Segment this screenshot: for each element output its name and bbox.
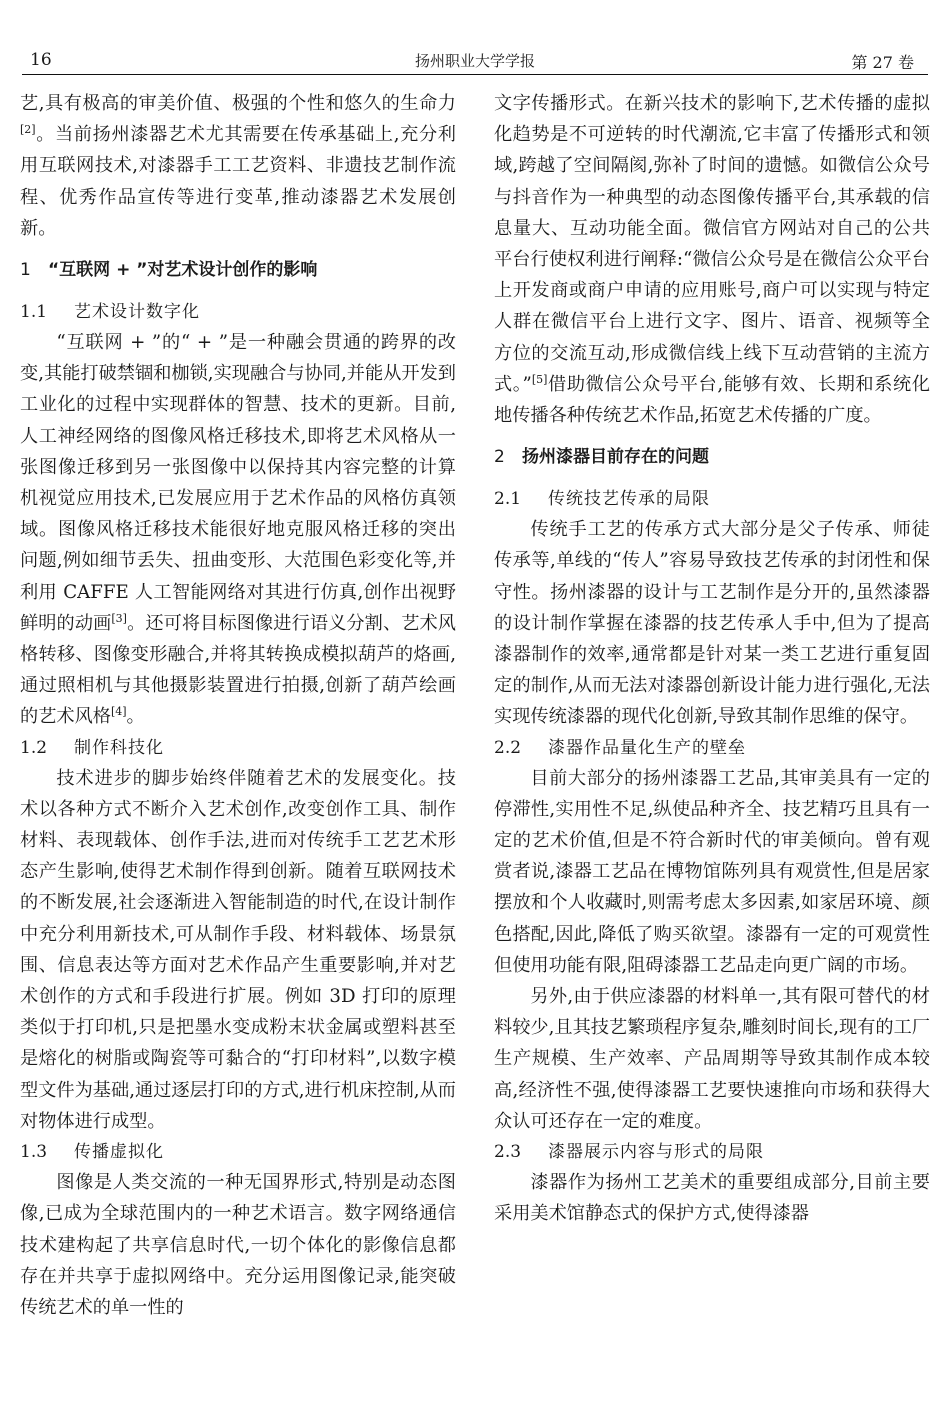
citation: [3] xyxy=(111,611,127,625)
subsection-heading-2-1: 2.1 传统技艺传承的局限 xyxy=(494,489,710,510)
subsection-heading-1-1: 1.1 艺术设计数字化 xyxy=(20,302,200,323)
section-heading-2: 2 扬州漆器目前存在的问题 xyxy=(494,447,709,468)
subsection-heading-1-3: 1.3 传播虚拟化 xyxy=(20,1142,164,1163)
journal-title: 扬州职业大学学报 xyxy=(414,52,535,70)
paragraph-1-2: 技术进步的脚步始终伴随着艺术的发展变化。技术以各种方式不断介入艺术创作,改变创作工具、制作材料、表现载体、创作手法,进而对传统手工艺艺术形态产生影响,使得艺术制作得到创新。随着互联网技术的不断发展,社会逐渐进入智能制造的时代,在设计制作中充分利用新技术,可从制作手段、材料载体、场景氛围、信息表达等方面对艺术作品产生重要影响,并对艺术创作的方式和手段进行扩展。例如 3D 打印的原理类似于打印机,只是把墨水变成粉末状金属或塑料甚至是熔化的树脂或陶瓷等可黏合的“打印材料”,以数字模型文件为基础,通过逐层打印的方式,进行机床控制,从而对物体进行成型。 xyxy=(20,767,456,1132)
paragraph-2-2a: 目前大部分的扬州漆器工艺品,其审美具有一定的停滞性,实用性不足,纵使品种齐全、技艺精巧且具有一定的艺术价值,但是不符合新时代的审美倾向。曾有观赏者说,漆器工艺品在博物馆陈列具有观赏性,但是居家摆放和个人收藏时,则需考虑太多因素,如家居环境、颜色搭配,因此,降低了购买欲望。漆器有一定的可观赏性但使用功能有限,阻碍漆器工艺品走向更广阔的市场。 xyxy=(494,767,930,976)
subsection-heading-2-3: 2.3 漆器展示内容与形式的局限 xyxy=(494,1142,764,1163)
running-header xyxy=(22,48,928,75)
intro-paragraph: 艺,具有极高的审美价值、极强的个性和悠久的生命力[2]。当前扬州漆器艺术尤其需要在传承基础上,充分利用互联网技术,对漆器手工工艺资料、非遗技艺制作流程、优秀作品宣传等进行变革,推动漆器艺术发展创新。 xyxy=(20,93,456,239)
paragraph-2-3: 漆器作为扬州工艺美术的重要组成部分,目前主要采用美术馆静态式的保护方式,使得漆器 xyxy=(494,1172,930,1225)
left-column xyxy=(20,88,456,1323)
subsection-heading-2-2: 2.2 漆器作品量化生产的壁垒 xyxy=(494,737,746,758)
paragraph-2-1: 传统手工艺的传承方式大部分是父子传承、师徒传承等,单线的“传人”容易导致技艺传承的封闭性和保守性。扬州漆器的设计与工艺制作是分开的,虽然漆器的设计制作掌握在漆器的技艺传承人手中,但为了提高漆器制作的效率,通常都是针对某一类工艺进行重复固定的制作,从而无法对漆器创新设计能力进行强化,无法实现传统漆器的现代化创新,导致其制作思维的保守。 xyxy=(494,519,930,728)
paragraph-1-3-continued: 文字传播形式。在新兴技术的影响下,艺术传播的虚拟化趋势是不可逆转的时代潮流,它丰富了传播形式和领域,跨越了空间隔阂,弥补了时间的遗憾。如微信公众号与抖音作为一种典型的动态图像传播平台,其承载的信息量大、互动功能全面。微信官方网站对自己的公共平台行使权利进行阐释:“微信公众号是在微信公众平台上开发商或商户申请的应用账号,商户可以实现与特定人群在微信平台上进行文字、图片、语音、视频等全方位的交流互动,形成微信线上线下互动营销的主流方式。”[5]借助微信公众号平台,能够有效、长期和系统化地传播各种传统艺术作品,拓宽艺术传播的广度。 xyxy=(494,93,930,427)
section-heading-1: 1 “互联网 + ”对艺术设计创作的影响 xyxy=(20,260,318,281)
page-number: 16 xyxy=(30,50,52,70)
volume-label: 第 27 卷 xyxy=(851,53,914,72)
right-column xyxy=(494,88,930,1230)
citation: [2] xyxy=(20,123,36,137)
citation: [4] xyxy=(110,705,127,719)
subsection-heading-1-2: 1.2 制作科技化 xyxy=(20,737,164,758)
paragraph-1-1: “互联网 + ”的“ + ”是一种融会贯通的跨界的改变,其能打破禁锢和枷锁,实现融合与协同,并能从开发到工业化的过程中实现群体的智慧、技术的更新。目前,人工神经网络的图像风格迁移技术,即将艺术风格从一张图像迁移到另一张图像中以保持其内容完整的计算机视觉应用技术,已发展应用于艺术作品的风格仿真领域。图像风格迁移技术能很好地克服风格迁移的突出问题,例如细节丢失、扭曲变形、大范围色彩变化等,并利用 CAFFE 人工智能网络对其进行仿真,创作出视野鲜明的动画[3]。还可将目标图像进行语义分割、艺术风格转移、图像变形融合,并将其转换成模拟葫芦的烙画,通过照相机与其他摄影装置进行拍摄,创新了葫芦绘画的艺术风格[4]。 xyxy=(20,332,456,728)
paragraph-2-2b: 另外,由于供应漆器的材料单一,其有限可替代的材料较少,且其技艺繁琐程序复杂,雕刻时间长,现有的工厂生产规模、生产效率、产品周期等导致其制作成本较高,经济性不强,使得漆器工艺要快速推向市场和获得大众认可还存在一定的难度。 xyxy=(494,986,930,1132)
paragraph-1-3: 图像是人类交流的一种无国界形式,特别是动态图像,已成为全球范围内的一种艺术语言。数字网络通信技术建构起了共享信息时代,一切个体化的影像信息都存在并共享于虚拟网络中。充分运用图像记录,能突破传统艺术的单一性的 xyxy=(20,1172,456,1318)
citation: [5] xyxy=(531,372,548,386)
